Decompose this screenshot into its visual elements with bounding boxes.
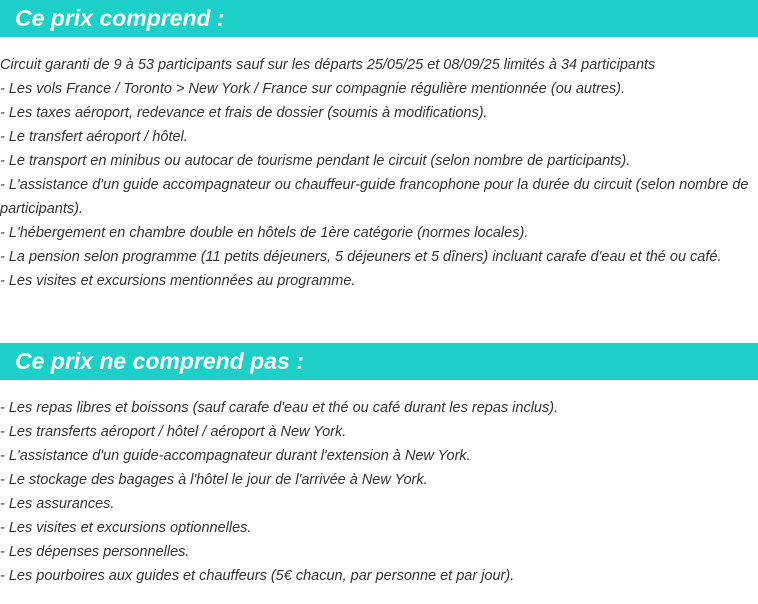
included-item: - L'assistance d'un guide accompagnateur ou chauffeur-guide francophone pour la durée du circuit (selon nombre de participants). bbox=[0, 177, 749, 217]
excluded-item: - Les repas libres et boissons (sauf carafe d'eau et thé ou café durant les repas inclus). bbox=[0, 400, 559, 416]
excluded-item: - Les assurances. bbox=[0, 496, 115, 512]
excluded-section-header bbox=[0, 343, 758, 380]
included-item: - Le transfert aéroport / hôtel. bbox=[0, 129, 188, 145]
excluded-item: - Les dépenses personnelles. bbox=[0, 544, 190, 560]
excluded-item: - Les transferts aéroport / hôtel / aéroport à New York. bbox=[0, 424, 347, 440]
included-item: - Le transport en minibus ou autocar de tourisme pendant le circuit (selon nombre de participants). bbox=[0, 153, 631, 169]
excluded-section-title: Ce prix ne comprend pas : bbox=[15, 348, 304, 374]
included-items-list bbox=[0, 53, 750, 293]
included-item: - Les vols France / Toronto > New York / France sur compagnie régulière mentionnée (ou autres). bbox=[0, 81, 626, 97]
excluded-item: - Les pourboires aux guides et chauffeurs (5€ chacun, par personne et par jour). bbox=[0, 568, 515, 584]
excluded-items-list bbox=[0, 396, 750, 588]
included-item: Circuit garanti de 9 à 53 participants sauf sur les départs 25/05/25 et 08/09/25 limités à 34 participants bbox=[0, 57, 656, 73]
included-section-title: Ce prix comprend : bbox=[15, 5, 225, 31]
excluded-item: - L'assistance d'un guide-accompagnateur durant l'extension à New York. bbox=[0, 448, 471, 464]
included-item: - Les taxes aéroport, redevance et frais de dossier (soumis à modifications). bbox=[0, 105, 488, 121]
included-item: - L'hébergement en chambre double en hôtels de 1ère catégorie (normes locales). bbox=[0, 225, 529, 241]
included-item: - La pension selon programme (11 petits déjeuners, 5 déjeuners et 5 dîners) incluant carafe d'eau et thé ou café. bbox=[0, 249, 722, 265]
excluded-item: - Le stockage des bagages à l'hôtel le jour de l'arrivée à New York. bbox=[0, 472, 428, 488]
excluded-item: - Les visites et excursions optionnelles. bbox=[0, 520, 252, 536]
included-item: - Les visites et excursions mentionnées au programme. bbox=[0, 273, 356, 289]
included-section-header bbox=[0, 0, 758, 37]
